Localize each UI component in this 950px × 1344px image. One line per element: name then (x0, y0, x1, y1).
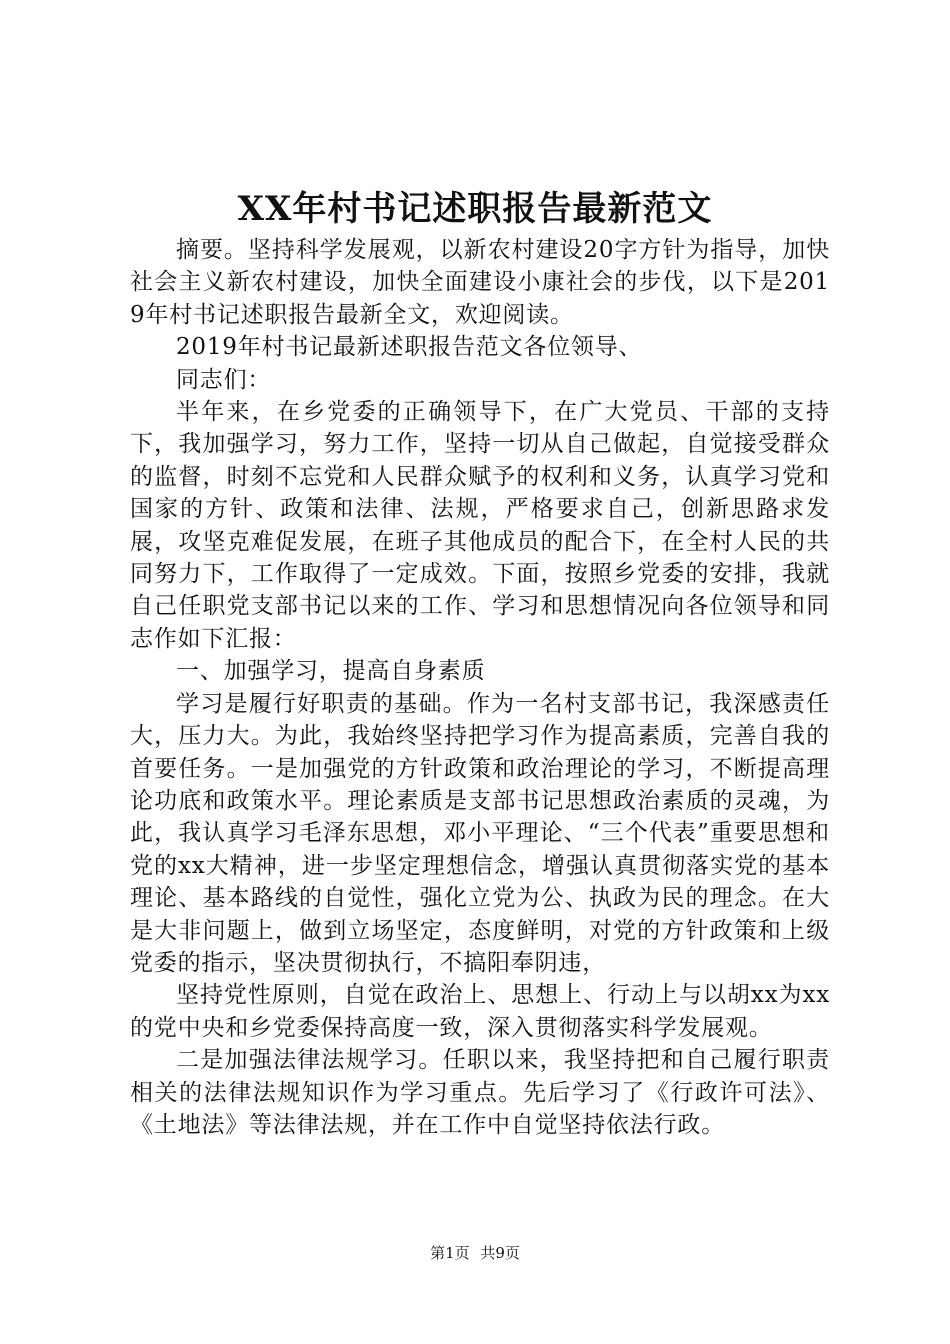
document-title: XX年村书记述职报告最新范文 (237, 189, 713, 229)
page-number: 第1页 (430, 1244, 470, 1262)
paragraph-heading-line: 2019年村书记最新述职报告范文各位领导、 (176, 334, 643, 361)
paragraph-intro: 半年来，在乡党委的正确领导下，在广大党员、干部的支持下，我加强学习，努力工作，坚持一切从自己做起，自觉接受群众的监督，时刻不忘党和人民群众赋予的权利和义务，认真学习党和国家的方针、政策和法律、法规，严格要求自己，创新思路求发展，攻坚克难促发展，在班子其他成员的配合下，在全村人民的共同努力下，工作取得了一定成效。下面，按照乡党委的安排，我就自己任职党支部书记以来的工作、学习和思想情况向各位领导和同志作如下汇报： (130, 399, 830, 652)
paragraph-salutation: 同志们： (176, 366, 272, 393)
paragraph-law-study: 二是加强法律法规学习。任职以来，我坚持把和自己履行职责相关的法律法规知识作为学习重点。先后学习了《行政许可法》、《土地法》等法律法规，并在工作中自觉坚持依法行政。 (130, 1047, 830, 1138)
paragraph-party-principle: 坚持党性原则，自觉在政治上、思想上、行动上与以胡xx为xx的党中央和乡党委保持高度一致，深入贯彻落实科学发展观。 (130, 982, 830, 1041)
document-body (130, 234, 830, 1141)
section-heading-1: 一、加强学习，提高自身素质 (176, 658, 486, 685)
paragraph-abstract: 摘要。坚持科学发展观，以新农村建设20字方针为指导，加快社会主义新农村建设，加快全面建设小康社会的步伐，以下是2019年村书记述职报告最新全文，欢迎阅读。 (130, 237, 830, 328)
page-footer (0, 1243, 950, 1263)
page-total: 共9页 (480, 1244, 520, 1262)
paragraph-study: 学习是履行好职责的基础。作为一名村支部书记，我深感责任大，压力大。为此，我始终坚持把学习作为提高素质，完善自我的首要任务。一是加强党的方针政策和政治理论的学习，不断提高理论功底和政策水平。理论素质是支部书记思想政治素质的灵魂，为此，我认真学习毛泽东思想，邓小平理论、“三个代表”重要思想和党的xx大精神，进一步坚定理想信念，增强认真贯彻落实党的基本理论、基本路线的自觉性，强化立党为公、执政为民的理念。在大是大非问题上，做到立场坚定，态度鲜明，对党的方针政策和上级党委的指示，坚决贯彻执行，不搞阳奉阴违， (130, 690, 830, 976)
